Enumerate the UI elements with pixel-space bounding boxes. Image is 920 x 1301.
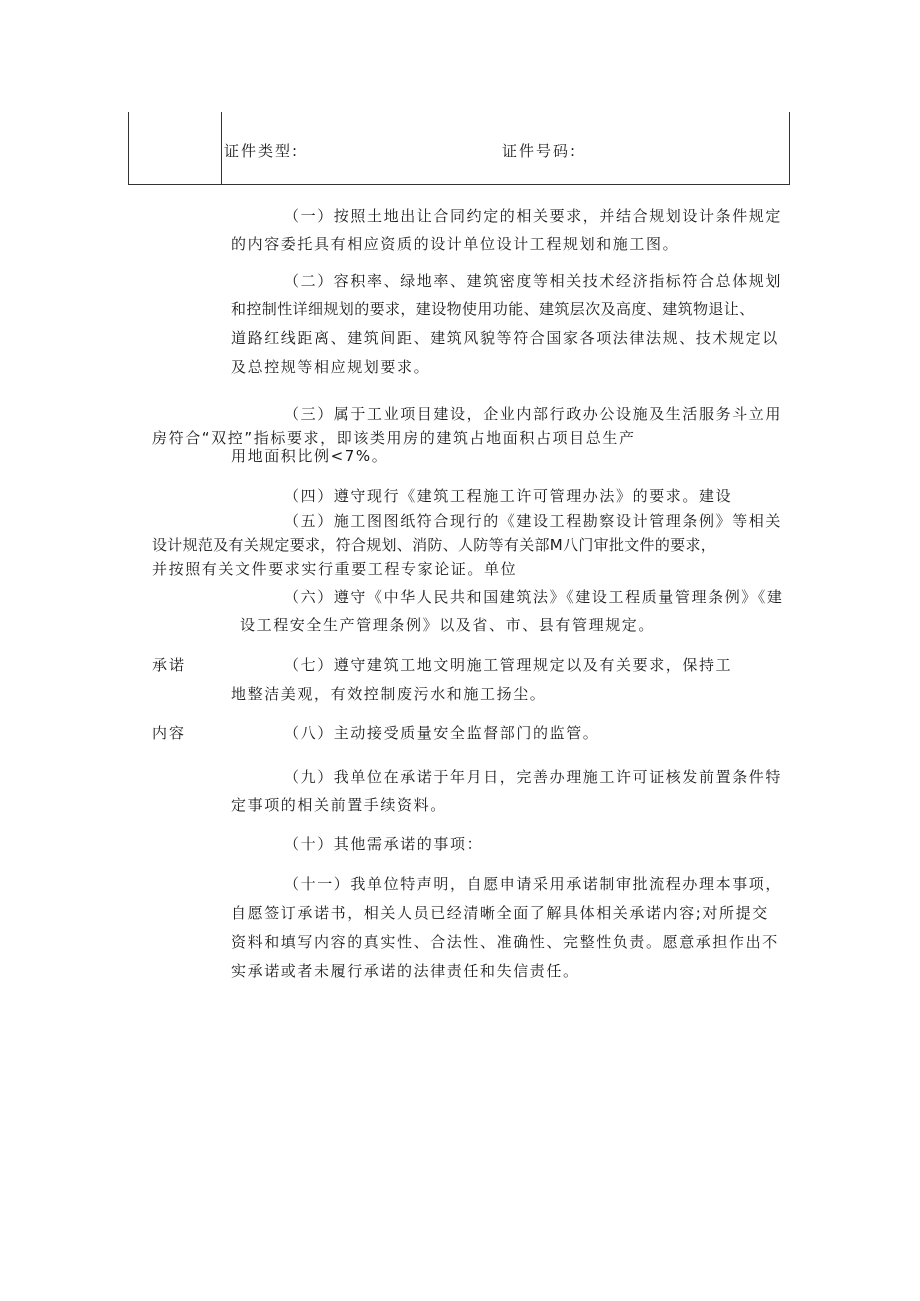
id-table-fragment xyxy=(128,112,790,185)
text-line: 设工程安全生产管理条例》以及省、市、县有管理规定。 xyxy=(240,616,656,634)
table-border-right xyxy=(789,112,790,185)
text-line: 和控制性详细规划的要求，建设物使用功能、建筑层次及高度、建筑物退让、 xyxy=(231,300,755,318)
text-line: 道路红线距离、建筑间距、建筑风貌等符合国家各项法律法规、技术规定以 xyxy=(231,329,779,347)
text-line: （三）属于工业项目建设，企业内部行政办公设施及生活服务斗立用 xyxy=(284,405,783,423)
promise-label: 承诺 xyxy=(152,656,187,674)
table-border-left xyxy=(128,112,129,185)
text-line: （十一）我单位特声明，自愿申请采用承诺制审批流程办理本事项， xyxy=(284,875,783,893)
table-border-bottom xyxy=(128,184,790,185)
text-line: （一）按照土地出让合同约定的相关要求，并结合规划设计条件规定 xyxy=(284,207,783,225)
text-line: 及总控规等相应规划要求。 xyxy=(231,358,431,376)
cert-type-label: 证件类型: xyxy=(224,142,300,160)
text-line: 实承诺或者未履行承诺的法律责任和失信责任。 xyxy=(231,962,580,980)
cert-number-label: 证件号码: xyxy=(502,142,578,160)
text-line: 资料和填写内容的真实性、合法性、准确性、完整性负责。愿意承担作出不 xyxy=(231,933,779,951)
text-line: （六）遵守《中华人民共和国建筑法》《建设工程质量管理条例》《建 xyxy=(284,588,784,606)
text-line: （五）施工图图纸符合现行的《建设工程勘察设计管理条例》等相关 xyxy=(284,512,783,530)
text-line: 的内容委托具有相应资质的设计单位设计工程规划和施工图。 xyxy=(231,235,680,253)
text-line: （十）其他需承诺的事项： xyxy=(284,835,484,853)
text-line: （七）遵守建筑工地文明施工管理规定以及有关要求，保持工 xyxy=(284,656,733,674)
text-line: （二）容积率、绿地率、建筑密度等相关技术经济指标符合总体规划 xyxy=(284,272,783,290)
text-line: 房符合“双控”指标要求，即该类用房的建筑占地面积占项目总生产 xyxy=(152,429,636,447)
text-line: 用地面积比例<7%。 xyxy=(231,447,389,465)
text-line: 设计规范及有关规定要求，符合规划、消防、人防等有关部M八门审批文件的要求， xyxy=(152,536,717,554)
text-line: 并按照有关文件要求实行重要工程专家论证。单位 xyxy=(152,560,518,578)
text-line: （四）遵守现行《建筑工程施工许可管理办法》的要求。建设 xyxy=(284,487,733,505)
table-border-middle xyxy=(221,112,222,185)
content-label: 内容 xyxy=(152,724,187,742)
text-line: 自愿签订承诺书，相关人员已经清晰全面了解具体相关承诺内容;对所提交 xyxy=(231,904,769,922)
text-line: （八）主动接受质量安全监督部门的监管。 xyxy=(284,724,600,742)
text-line: （九）我单位在承诺于年月日，完善办理施工许可证核发前置条件特 xyxy=(284,768,783,786)
text-line: 地整洁美观，有效控制废污水和施工扬尘。 xyxy=(231,685,547,703)
text-line: 定事项的相关前置手续资料。 xyxy=(231,796,447,814)
